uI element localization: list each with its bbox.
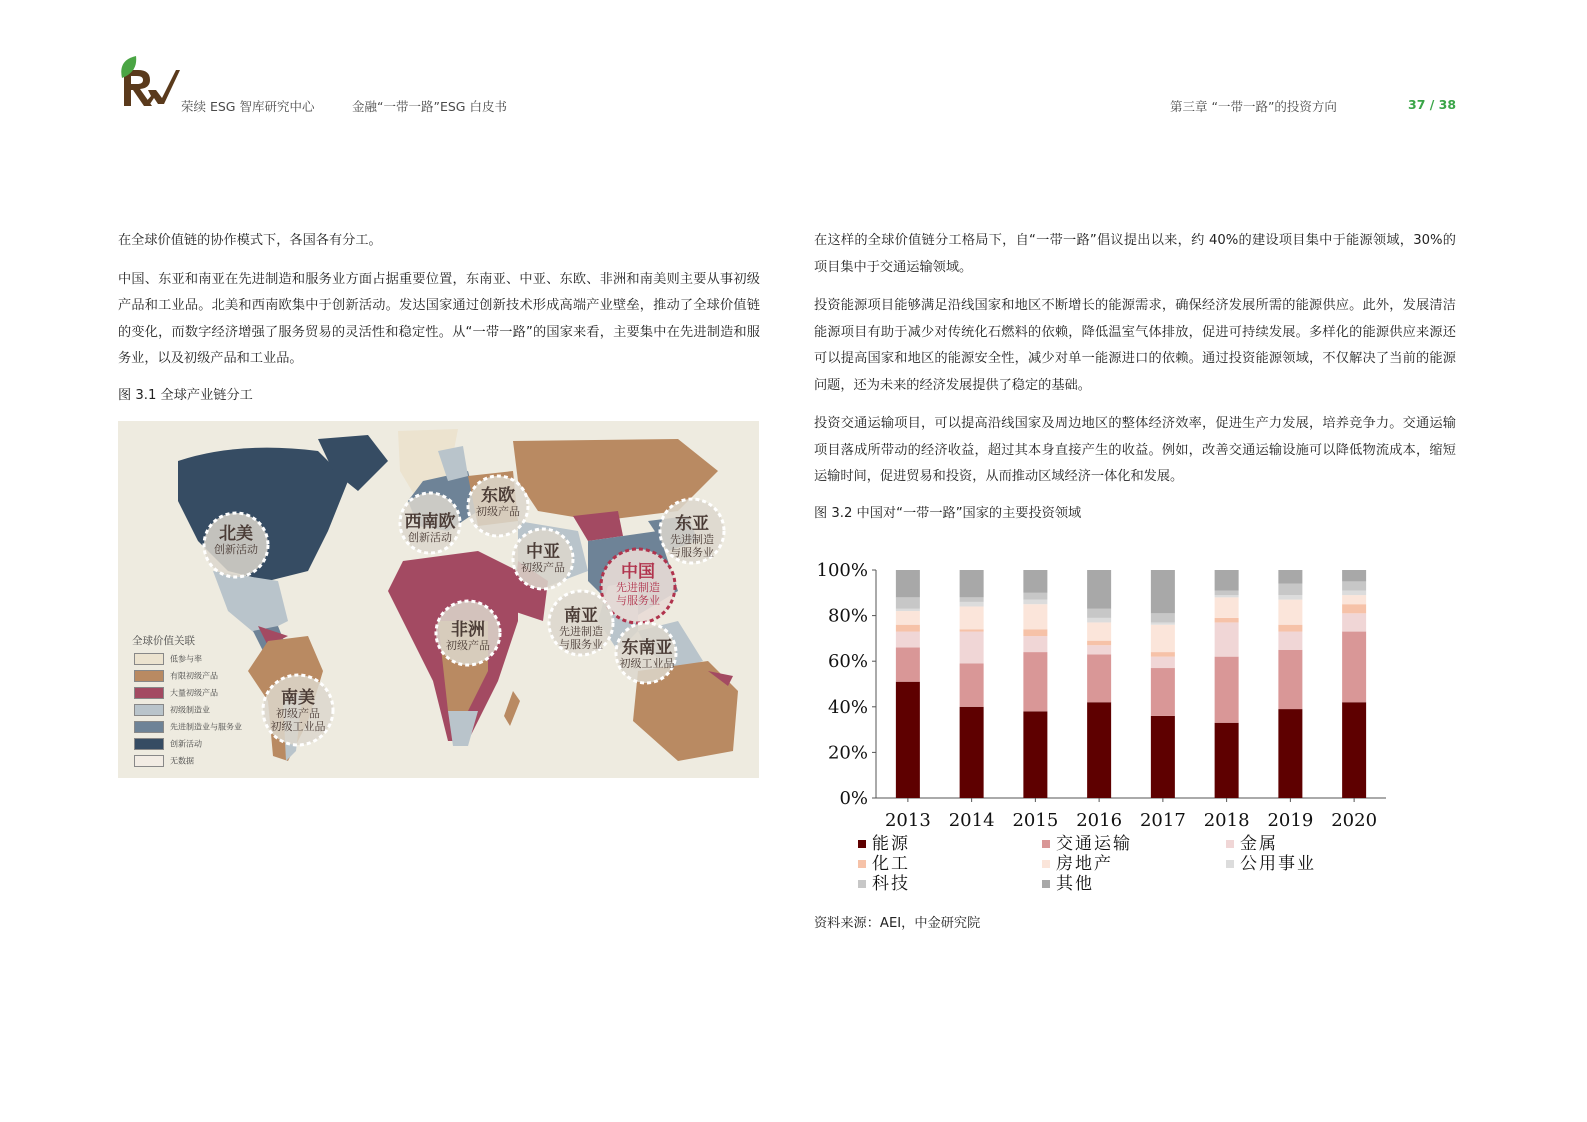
bar-segment bbox=[1087, 622, 1111, 640]
left-paragraph-1: 在全球价值链的协作模式下，各国各有分工。 bbox=[118, 233, 382, 248]
bar-segment bbox=[1215, 657, 1239, 723]
page-number: 37 / 38 bbox=[1408, 97, 1457, 112]
bar-segment bbox=[1023, 636, 1047, 652]
legend-label: 能源 bbox=[872, 834, 910, 854]
bar-segment bbox=[1278, 600, 1302, 625]
bar-segment bbox=[896, 609, 920, 611]
figure-source: 资料来源：AEI，中金研究院 bbox=[814, 916, 981, 931]
map-legend-item: 先进制造业与服务业 bbox=[134, 721, 242, 733]
bar-segment bbox=[960, 629, 984, 631]
bar-segment bbox=[1087, 654, 1111, 702]
bar-segment bbox=[1087, 570, 1111, 609]
map-legend-item: 创新活动 bbox=[134, 738, 202, 750]
figure-3-2-caption: 图 3.2 中国对“一带一路”国家的主要投资领域 bbox=[814, 505, 1082, 521]
bar-segment bbox=[1023, 604, 1047, 629]
bar-segment bbox=[1215, 723, 1239, 798]
y-tick-label: 0% bbox=[839, 788, 868, 809]
bar-segment bbox=[1215, 595, 1239, 597]
legend-label: 金属 bbox=[1240, 834, 1278, 854]
legend-swatch bbox=[1042, 880, 1050, 888]
bar-segment bbox=[1023, 593, 1047, 600]
bar-segment bbox=[1278, 632, 1302, 650]
bar-segment bbox=[1151, 668, 1175, 716]
bar-segment bbox=[960, 632, 984, 664]
right-column bbox=[814, 228, 1456, 531]
y-tick-label: 100% bbox=[816, 560, 868, 581]
bar-segment bbox=[960, 606, 984, 629]
x-tick-label: 2015 bbox=[1012, 810, 1059, 831]
legend-label: 房地产 bbox=[1056, 854, 1113, 874]
bar-segment bbox=[1215, 622, 1239, 656]
page-header bbox=[0, 0, 1587, 130]
map-label-southeast-asia: 东南亚 初级工业品 bbox=[619, 638, 675, 670]
bar-segment bbox=[1342, 581, 1366, 590]
x-tick-label: 2019 bbox=[1267, 810, 1314, 831]
map-legend-item: 低参与率 bbox=[134, 653, 202, 665]
bar-segment bbox=[1151, 652, 1175, 657]
bar-segment bbox=[960, 663, 984, 706]
bar-segment bbox=[1023, 652, 1047, 711]
bar-segment bbox=[960, 597, 984, 602]
bar-segment bbox=[960, 602, 984, 607]
legend-swatch bbox=[1226, 860, 1234, 868]
map-label-eastern-europe: 东欧 初级产品 bbox=[476, 486, 520, 518]
bar-segment bbox=[1278, 584, 1302, 595]
legend-swatch bbox=[134, 704, 164, 716]
bar-segment bbox=[1278, 570, 1302, 584]
bar-segment bbox=[1342, 570, 1366, 581]
map-label-central-asia: 中亚 初级产品 bbox=[521, 542, 565, 574]
bar-segment bbox=[896, 597, 920, 608]
bar-segment bbox=[1342, 604, 1366, 613]
bar-segment bbox=[1342, 595, 1366, 604]
bar-segment bbox=[1087, 618, 1111, 623]
bar-segment bbox=[1278, 709, 1302, 798]
bar-segment bbox=[1215, 570, 1239, 591]
bar-segment bbox=[896, 570, 920, 597]
bar-segment bbox=[1342, 632, 1366, 703]
org-name: 荣续 ESG 智库研究中心 bbox=[181, 99, 315, 114]
chapter-title: 第三章 “一带一路”的投资方向 bbox=[1170, 99, 1337, 114]
y-tick-label: 80% bbox=[827, 605, 868, 627]
x-tick-label: 2013 bbox=[884, 810, 931, 831]
bar-segment bbox=[1342, 613, 1366, 631]
investment-stacked-bar-chart bbox=[814, 556, 1414, 901]
bar-segment bbox=[1023, 570, 1047, 593]
bar-segment bbox=[896, 682, 920, 798]
bar-segment bbox=[1087, 645, 1111, 654]
legend-swatch bbox=[134, 755, 164, 767]
bar-segment bbox=[1023, 711, 1047, 798]
bar-segment bbox=[1087, 609, 1111, 618]
map-label-east-asia: 东亚 先进制造 与服务业 bbox=[670, 514, 714, 559]
right-paragraph-2: 投资能源项目能够满足沿线国家和地区不断增长的能源需求，确保经济发展所需的能源供应。此外，发展清洁能源项目有助于减少对传统化石燃料的依赖，降低温室气体排放，促进可持续发展。多样化的能源供应来源还可以提高国家和地区的能源安全性，减少对单一能源进口的依赖。通过投资能源领域，不仅解决了当前的能源问题，还为未来的经济发展提供了稳定的基础。 bbox=[814, 298, 1456, 393]
legend-swatch bbox=[134, 721, 164, 733]
bar-segment bbox=[1087, 641, 1111, 646]
x-tick-label: 2016 bbox=[1076, 810, 1123, 831]
bar-segment bbox=[1278, 595, 1302, 600]
y-tick-label: 60% bbox=[827, 651, 868, 673]
figure-3-1-caption: 图 3.1 全球产业链分工 bbox=[118, 387, 253, 403]
bar-segment bbox=[896, 648, 920, 682]
legend-swatch bbox=[134, 653, 164, 665]
y-tick-label: 40% bbox=[827, 696, 868, 718]
map-label-north-america: 北美 创新活动 bbox=[214, 524, 258, 556]
chart-svg bbox=[814, 556, 1414, 901]
legend-label: 化工 bbox=[872, 854, 910, 874]
map-label-south-america: 南美 初级产品 初级工业品 bbox=[270, 688, 326, 733]
legend-swatch bbox=[134, 738, 164, 750]
map-legend-title: 全球价值关联 bbox=[132, 635, 195, 647]
left-column bbox=[118, 228, 760, 413]
bar-segment bbox=[1151, 625, 1175, 652]
bar-segment bbox=[1087, 702, 1111, 798]
bar-segment bbox=[1023, 600, 1047, 605]
left-paragraph-2: 中国、东亚和南亚在先进制造和服务业方面占据重要位置，东南亚、中亚、东欧、非洲和南美则主要从事初级产品和工业品。北美和西南欧集中于创新活动。发达国家通过创新技术形成高端产业壁垒，推动了全球价值链的变化，而数字经济增强了服务贸易的灵活性和稳定性。从“一带一路”的国家来看，主要集中在先进制造和服务业，以及初级产品和工业品。 bbox=[118, 271, 760, 366]
bar-segment bbox=[896, 611, 920, 625]
map-legend-item: 初级制造业 bbox=[134, 704, 210, 716]
legend-swatch bbox=[1042, 840, 1050, 848]
map-label-south-asia: 南亚 先进制造 与服务业 bbox=[559, 606, 603, 651]
legend-swatch bbox=[858, 880, 866, 888]
bar-segment bbox=[960, 570, 984, 597]
map-label-southwest-europe: 西南欧 创新活动 bbox=[404, 512, 456, 544]
bar-segment bbox=[1215, 618, 1239, 623]
bar-segment bbox=[1342, 702, 1366, 798]
bar-segment bbox=[1151, 657, 1175, 668]
legend-label: 交通运输 bbox=[1056, 834, 1132, 854]
legend-swatch bbox=[1226, 840, 1234, 848]
document-title: 金融“一带一路”ESG 白皮书 bbox=[352, 99, 507, 114]
legend-swatch bbox=[134, 670, 164, 682]
map-label-africa: 非洲 初级产品 bbox=[446, 620, 490, 652]
legend-label: 其他 bbox=[1056, 874, 1094, 894]
bar-segment bbox=[1215, 591, 1239, 596]
y-tick-label: 20% bbox=[827, 742, 868, 764]
legend-swatch bbox=[858, 840, 866, 848]
bar-segment bbox=[1278, 650, 1302, 709]
legend-label: 科技 bbox=[872, 874, 910, 894]
x-tick-label: 2020 bbox=[1331, 810, 1378, 831]
bar-segment bbox=[1151, 622, 1175, 624]
map-legend-item: 无数据 bbox=[134, 755, 194, 767]
x-tick-label: 2018 bbox=[1203, 810, 1250, 831]
legend-swatch bbox=[1042, 860, 1050, 868]
bar-segment bbox=[1023, 629, 1047, 636]
rx-logo-icon bbox=[118, 56, 182, 108]
legend-swatch bbox=[858, 860, 866, 868]
world-value-chain-map bbox=[118, 421, 759, 778]
map-label-china: 中国 先进制造 与服务业 bbox=[616, 562, 660, 607]
bar-segment bbox=[960, 707, 984, 798]
bar-segment bbox=[896, 625, 920, 632]
bar-segment bbox=[896, 632, 920, 648]
x-tick-label: 2014 bbox=[948, 810, 995, 831]
bar-segment bbox=[1278, 625, 1302, 632]
bar-segment bbox=[1151, 613, 1175, 622]
x-tick-label: 2017 bbox=[1139, 810, 1186, 831]
bar-segment bbox=[1151, 716, 1175, 798]
map-legend-item: 有限初级产品 bbox=[134, 670, 218, 682]
bar-segment bbox=[1215, 597, 1239, 618]
legend-swatch bbox=[134, 687, 164, 699]
bar-segment bbox=[1151, 570, 1175, 613]
map-legend-item: 大量初级产品 bbox=[134, 687, 218, 699]
bar-segment bbox=[1342, 591, 1366, 596]
right-paragraph-1: 在这样的全球价值链分工格局下，自“一带一路”倡议提出以来，约 40%的建设项目集中于能源领域，30%的项目集中于交通运输领域。 bbox=[814, 233, 1456, 275]
legend-label: 公用事业 bbox=[1240, 854, 1316, 874]
right-paragraph-3: 投资交通运输项目，可以提高沿线国家及周边地区的整体经济效率，促进生产力发展，培养竞争力。交通运输项目落成所带动的经济收益，超过其本身直接产生的收益。例如，改善交通运输设施可以降低物流成本，缩短运输时间，促进贸易和投资，从而推动区域经济一体化和发展。 bbox=[814, 416, 1456, 484]
